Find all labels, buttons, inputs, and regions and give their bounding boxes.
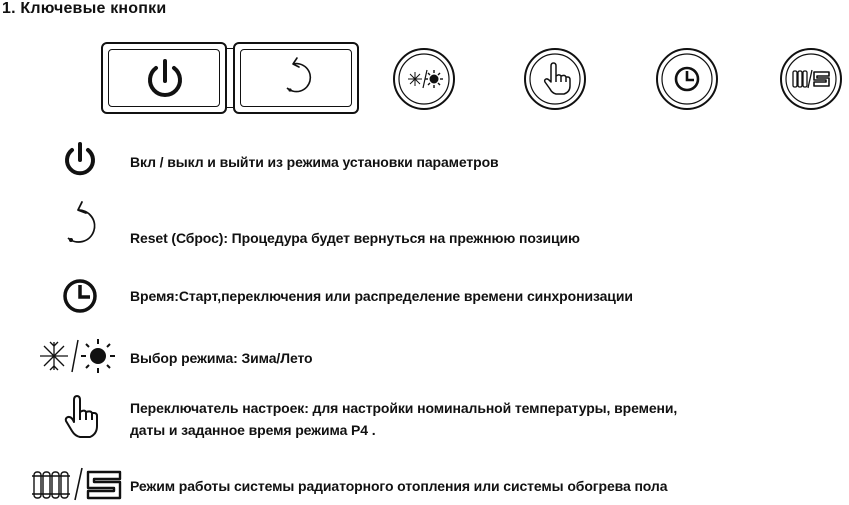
snowflake-icon (40, 342, 68, 370)
legend-text-settings-line1: Переключатель настроек: для настройки номинальной температуры, времени, (130, 400, 678, 416)
snow-sun-icon (34, 336, 122, 376)
sun-icon (81, 339, 115, 373)
reset-key-button[interactable] (233, 42, 359, 114)
snowflake-icon (408, 72, 422, 86)
radiator-icon (32, 472, 70, 498)
hand-key-button[interactable] (522, 46, 588, 112)
key-panel (0, 0, 849, 120)
legend-text-settings-line2: даты и заданное время режима P4 . (130, 422, 376, 438)
snow-sun-key-button[interactable] (391, 46, 457, 112)
legend-text-mode: Выбор режима: Зима/Лето (130, 350, 313, 366)
legend-text-power: Вкл / выкл и выйти из режима установки параметров (130, 154, 499, 170)
power-icon (60, 140, 100, 180)
legend-text-heating: Режим работы системы радиаторного отопления или системы обогрева пола (130, 478, 668, 494)
hand-icon (62, 394, 102, 440)
radiator-floor-key-button[interactable] (778, 46, 844, 112)
legend-text-clock: Время:Старт,переключения или распределение времени синхронизации (130, 288, 633, 304)
reset-icon (56, 200, 102, 250)
floor-heating-icon (88, 472, 120, 498)
reset-icon (235, 44, 359, 114)
section-title: 1. Ключевые кнопки (2, 0, 167, 17)
clock-icon (60, 276, 100, 316)
power-key-button[interactable] (101, 42, 227, 114)
power-icon (103, 44, 227, 114)
clock-key-button[interactable] (654, 46, 720, 112)
radiator-floor-icon (30, 466, 124, 502)
legend-text-reset: Reset (Сброс): Процедура будет вернуться на прежнюю позицию (130, 230, 580, 246)
